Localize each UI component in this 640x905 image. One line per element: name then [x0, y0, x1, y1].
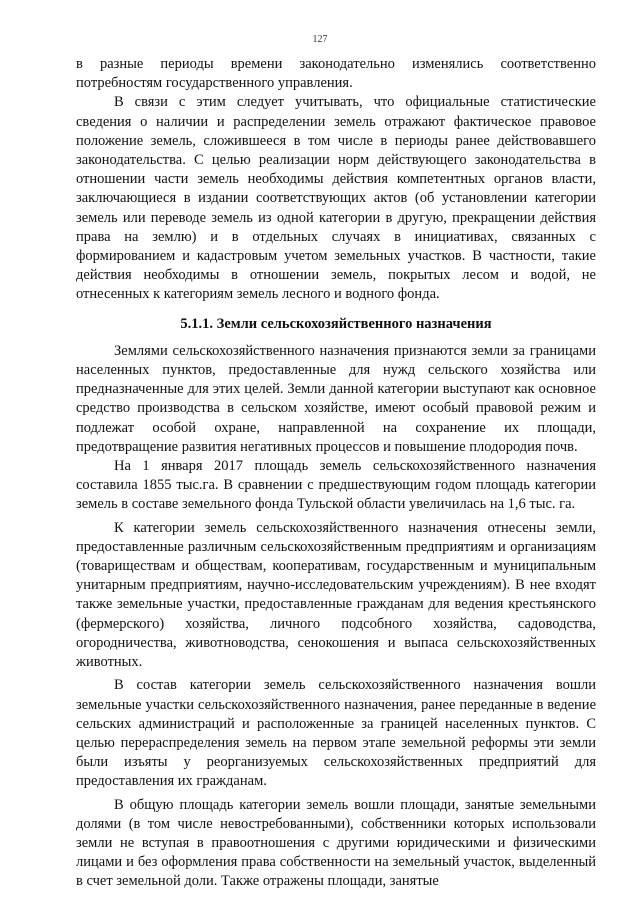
paragraph-land-shares: В общую площадь категории земель вошли площади, занятые земельными долями (в том числе невостребованными), собственники которых использовали земли не вступая в правоотношения с другими юридическими и физическими лицами и без оформления права собственности на земельный участок, выделенный в счет земельной доли. Также отражены площади, занятые — [76, 796, 596, 890]
paragraph-category-composition: К категории земель сельскохозяйственного назначения отнесены земли, предоставленные различным сельскохозяйственным предприятиям и организациям (товариществам и обществам, кооперативам, государственным и муниципальным унитарным предприятиям, научно-исследовательским учреждениям). В нее входят также земельные участки, предоставленные гражданам для ведения крестьянского (фермерского) хозяйства, личного подсобного хозяйства, садоводства, огородничества, животноводства, сенокошения и выпаса сельскохозяйственных животных. — [76, 519, 596, 671]
document-body — [76, 55, 596, 892]
page-number: 127 — [312, 34, 328, 45]
paragraph-area-2017: На 1 января 2017 площадь земель сельскохозяйственного назначения составила 1855 тыс.га. В сравнении с предшествующим годом площадь категории земель в составе земельного фонда Тульской области увеличилась на 1,6 тыс. га. — [76, 458, 596, 513]
section-heading: 5.1.1. Земли сельскохозяйственного назначения — [180, 315, 492, 332]
paragraph-continuation: в разные периоды времени законодательно изменялись соответственно потребностям государственного управления. — [76, 56, 596, 92]
paragraph-statistics-note: В связи с этим следует учитывать, что официальные статистические сведения о наличии и распределении земель отражают фактическое правовое положение земель, сложившееся в том числе в периоды ранее действовавшего законодательства. С целью реализации норм действующего законодательства в отношении части земель необходимы действия компетентных органов власти, заключающиеся в издании соответствующих актов (об установлении категории земель или переводе земель из одной категории в другую, прекращении действия права на землю) и в отдельных случаях в инициативах, связанных с формированием и кадастровым учетом земельных участков. В частности, такие действия необходимы в отношении земель, покрытых лесом и водой, не отнесенных к категориям земель лесного и водного фонда. — [76, 94, 596, 303]
paragraph-rural-administrations: В состав категории земель сельскохозяйственного назначения вошли земельные участки сельскохозяйственного назначения, ранее переданные в ведение сельских администраций и расположенные за границей населенных пунктов. С целью перераспределения земель на первом этапе земельной реформы эти земли были изъяты у реорганизуемых сельскохозяйственных предприятий для предоставления их гражданам. — [76, 677, 596, 790]
paragraph-definition: Землями сельскохозяйственного назначения признаются земли за границами населенных пунктов, предоставленные для нужд сельского хозяйства или предназначенные для этих целей. Земли данной категории выступают как основное средство производства в сельском хозяйстве, имеют особый правовой режим и подлежат особой охране, направленной на сохранение их площади, предотвращение развития негативных процессов и повышение плодородия почв. — [76, 342, 596, 455]
